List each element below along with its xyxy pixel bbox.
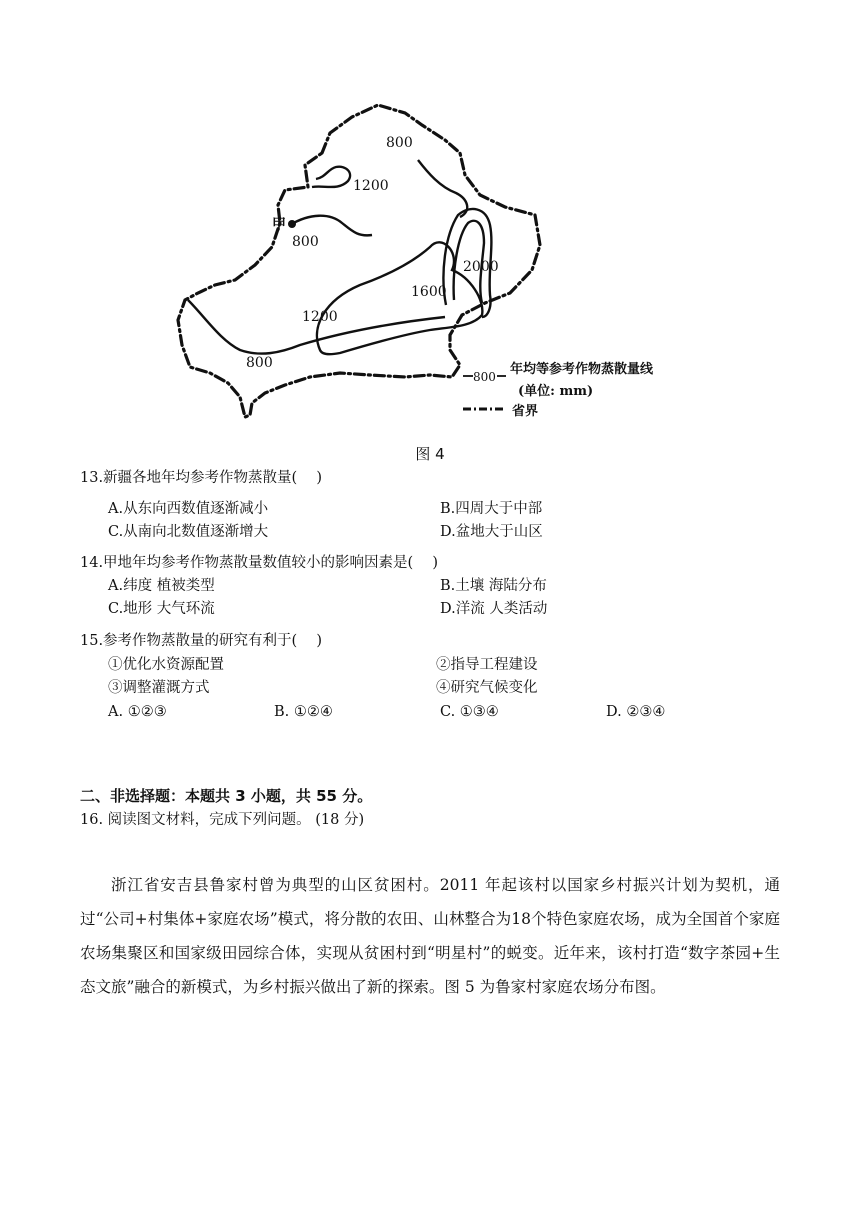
question-15-item-3: ③调整灌溉方式 [108, 680, 210, 696]
question-16-paragraph: 浙江省安吉县鲁家村曾为典型的山区贫困村。2011 年起该村以国家乡村振兴计划为契机，通过“公司+村集体+家庭农场”模式，将分散的农田、山林整合为18个特色家庭农场，成为全国首个家庭农场集聚区和国家级田园综合体，实现从贫困村到“明星村”的蜕变。近年来，该村打造“数字茶园+生态文旅”融合的新模式，为乡村振兴做出了新的探索。图 5 为鲁家村家庭农场分布图。 [80, 876, 780, 996]
question-13-option-c: C.从南向北数值逐渐增大 [108, 524, 269, 540]
section-2-title: 二、非选择题：本题共 3 小题，共 55 分。 [80, 787, 373, 805]
question-15-option-d: D. ②③④ [606, 704, 666, 720]
contour-label: 2000 [463, 259, 499, 275]
question-13-option-d: D.盆地大于山区 [440, 524, 543, 540]
legend-contour-sample: 800 [473, 370, 496, 384]
question-15-item-1: ①优化水资源配置 [108, 657, 224, 673]
contour-label: 1200 [353, 178, 389, 194]
contour-label: 1200 [302, 309, 338, 325]
contour-800-north [418, 160, 467, 217]
question-14-option-d: D.洋流 人类活动 [440, 601, 548, 617]
question-13-stem: 13.新疆各地年均参考作物蒸散量( ) [80, 470, 322, 486]
question-15-stem: 15.参考作物蒸散量的研究有利于( ) [80, 633, 322, 649]
contour-1200-north [312, 167, 350, 187]
xinjiang-evapotranspiration-map [160, 95, 720, 435]
contour-1200-basin [317, 242, 482, 354]
question-14-option-c: C.地形 大气环流 [108, 601, 215, 617]
question-14-option-a: A.纬度 植被类型 [108, 578, 215, 594]
legend-contour-desc: 年均等参考作物蒸散量线 [510, 362, 654, 377]
question-15-item-2: ②指导工程建设 [436, 657, 538, 673]
question-13-option-a: A.从东向西数值逐渐减小 [108, 501, 269, 517]
contour-label: 800 [246, 355, 273, 371]
question-15-option-b: B. ①②④ [274, 704, 333, 720]
question-15-item-4: ④研究气候变化 [436, 680, 538, 696]
question-15-option-c: C. ①③④ [440, 704, 499, 720]
legend-boundary-desc: 省界 [512, 404, 539, 419]
question-14-option-b: B.土壤 海陆分布 [440, 578, 547, 594]
place-jia-dot [288, 220, 296, 228]
map-svg [160, 95, 720, 435]
contour-label: 1600 [411, 284, 447, 300]
map-legend [463, 361, 654, 419]
contour-label: 800 [386, 135, 413, 151]
question-15-option-a: A. ①②③ [108, 704, 167, 720]
question-14-stem: 14.甲地年均参考作物蒸散量数值较小的影响因素是( ) [80, 555, 438, 571]
figure-caption: 图 4 [415, 445, 445, 463]
question-16-stem: 16. 阅读图文材料，完成下列问题。 (18 分) [80, 812, 365, 828]
legend-unit: (单位: mm) [518, 384, 594, 399]
contour-label: 800 [292, 234, 319, 250]
contour-800-jia [290, 216, 372, 236]
place-label-jia: 甲 [272, 217, 286, 233]
question-13-option-b: B.四周大于中部 [440, 501, 543, 517]
